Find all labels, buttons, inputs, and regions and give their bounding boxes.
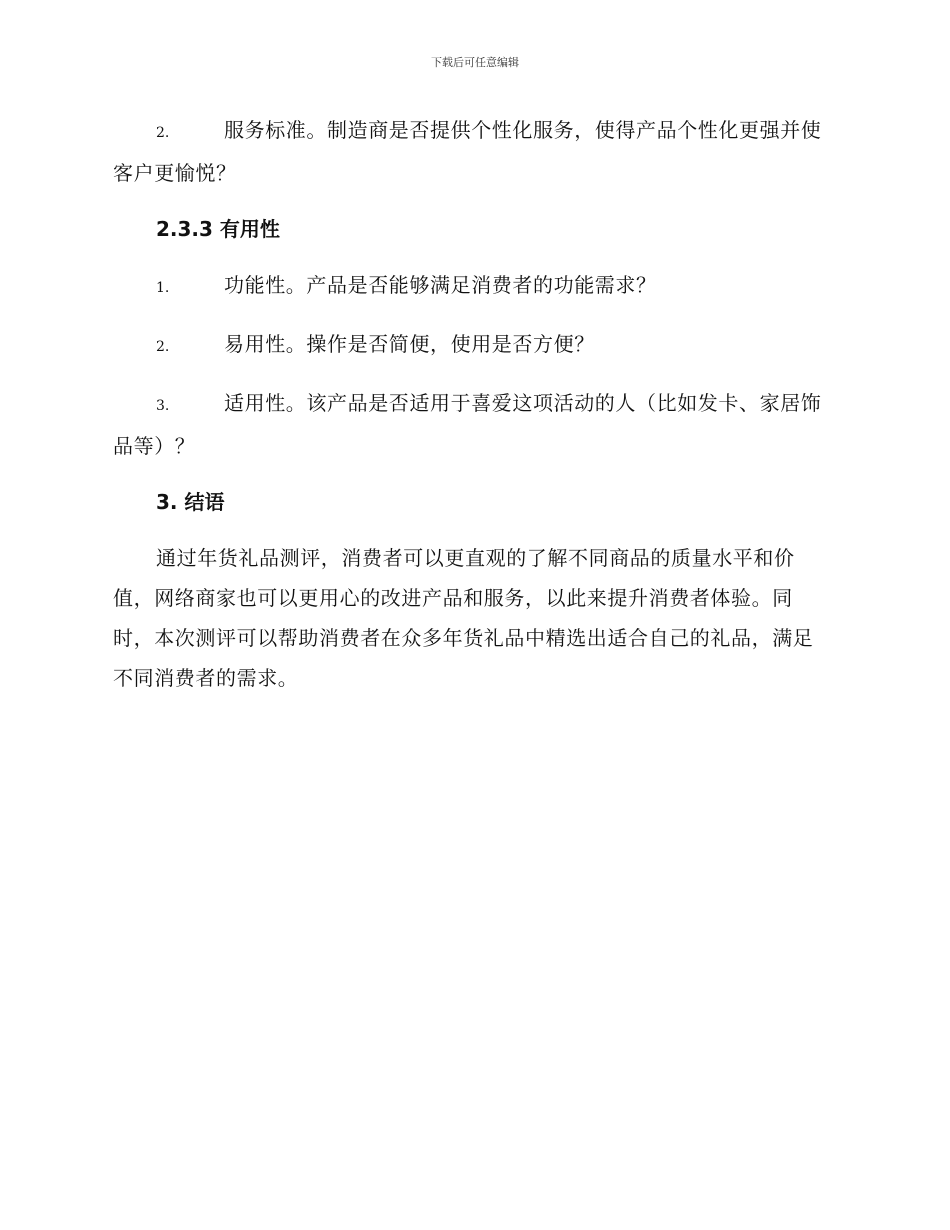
list-item-text: 功能性。产品是否能够满足消费者的功能需求？: [224, 273, 657, 297]
list-number: 2.: [156, 125, 170, 141]
list-item-functionality: [113, 265, 833, 308]
section-heading-conclusion: 3. 结语: [156, 490, 225, 514]
conclusion-paragraph: 通过年货礼品测评，消费者可以更直观的了解不同商品的质量水平和价值，网络商家也可以更用心的改进产品和服务，以此来提升消费者体验。同时，本次测评可以帮助消费者在众多年货礼品中精选出适合自己的礼品，满足不同消费者的需求。: [113, 546, 814, 690]
list-number: 3.: [156, 398, 170, 414]
document-body: [113, 110, 833, 698]
page-header: 下载后可任意编辑: [431, 56, 519, 69]
list-item-service-standard: [113, 110, 833, 193]
list-number: 1.: [156, 280, 170, 296]
section-heading-usefulness: 2.3.3 有用性: [156, 217, 280, 241]
list-item-text: 易用性。操作是否简便，使用是否方便？: [224, 332, 595, 356]
list-item-applicability: [113, 383, 833, 466]
list-item-text: 服务标准。制造商是否提供个性化服务，使得产品个性化更强并使客户更愉悦？: [113, 118, 822, 185]
list-number: 2.: [156, 339, 170, 355]
list-item-usability: [113, 324, 833, 367]
list-item-text: 适用性。该产品是否适用于喜爱这项活动的人（比如发卡、家居饰品等）？: [113, 391, 822, 458]
